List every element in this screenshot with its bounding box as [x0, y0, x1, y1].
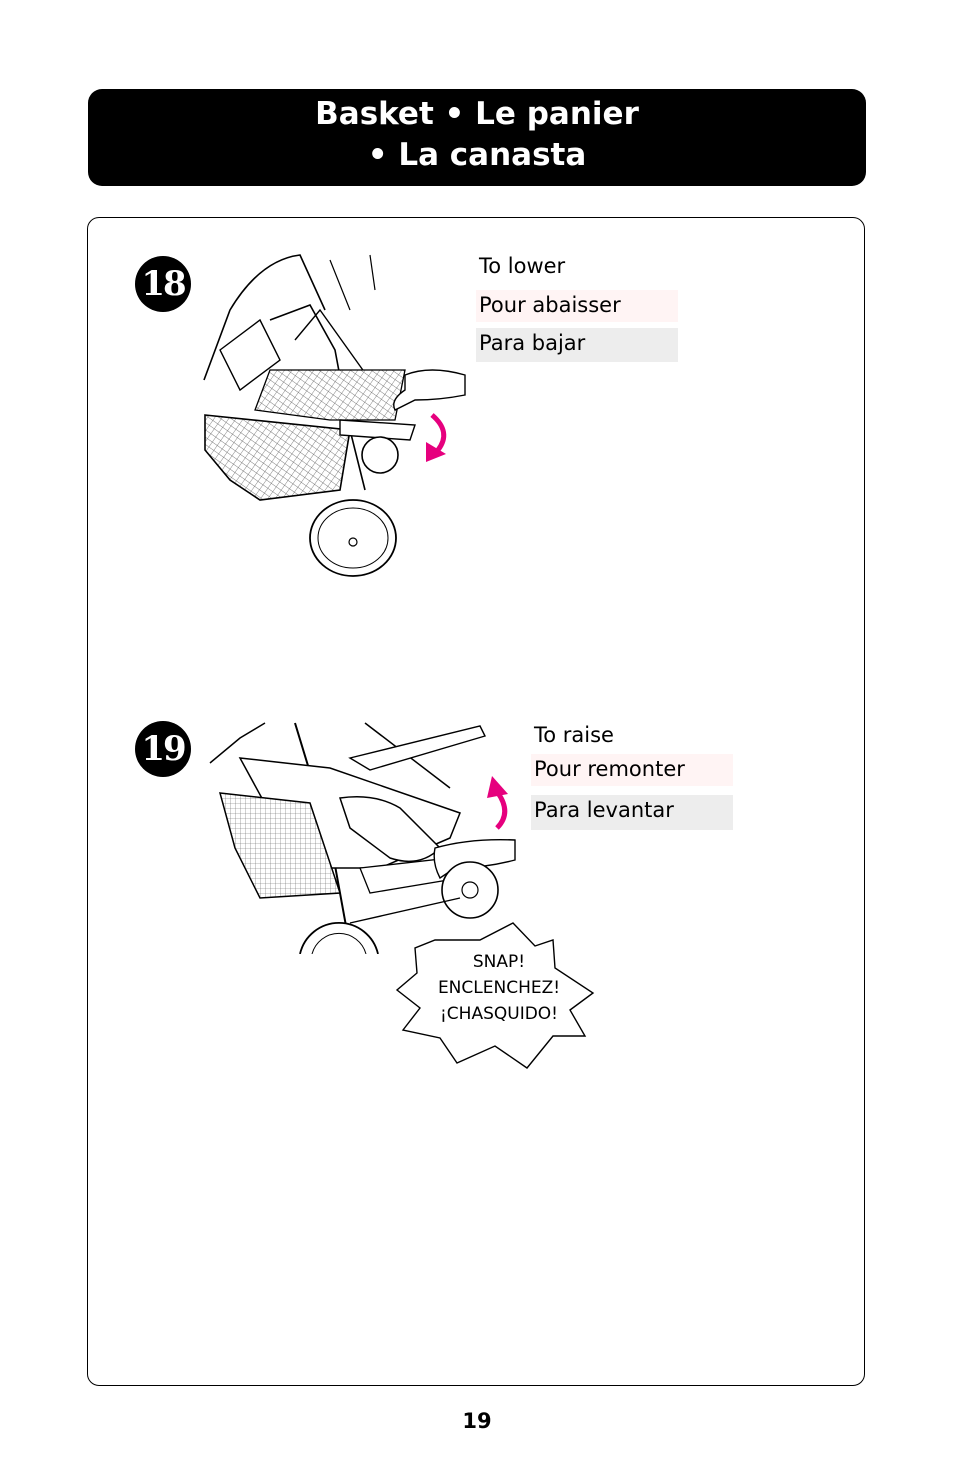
- snap-text-en: SNAP!: [472, 952, 526, 972]
- step-18-label-en: To lower: [479, 254, 566, 278]
- step-number-18: 18: [135, 256, 191, 312]
- snap-text-es: ¡CHASQUIDO!: [439, 1004, 558, 1024]
- step-19-label-fr: Pour remonter: [531, 754, 733, 786]
- section-title-bar: [88, 89, 866, 186]
- step-18-label-es: Para bajar: [476, 328, 678, 362]
- snap-text-fr: ENCLENCHEZ!: [437, 978, 561, 998]
- step-19-label-es: Para levantar: [531, 795, 733, 830]
- stroller-basket-lower-illustration: [200, 250, 480, 580]
- step-19-label-en: To raise: [534, 723, 614, 747]
- step-number-19: 19: [135, 721, 191, 777]
- snap-burst-text: [414, 949, 584, 1027]
- page-number: 19: [462, 1409, 492, 1433]
- section-title-line-1: Basket • Le panier: [315, 96, 639, 132]
- section-title-line-2: • La canasta: [367, 137, 587, 173]
- step-18-label-fr: Pour abaisser: [476, 290, 678, 322]
